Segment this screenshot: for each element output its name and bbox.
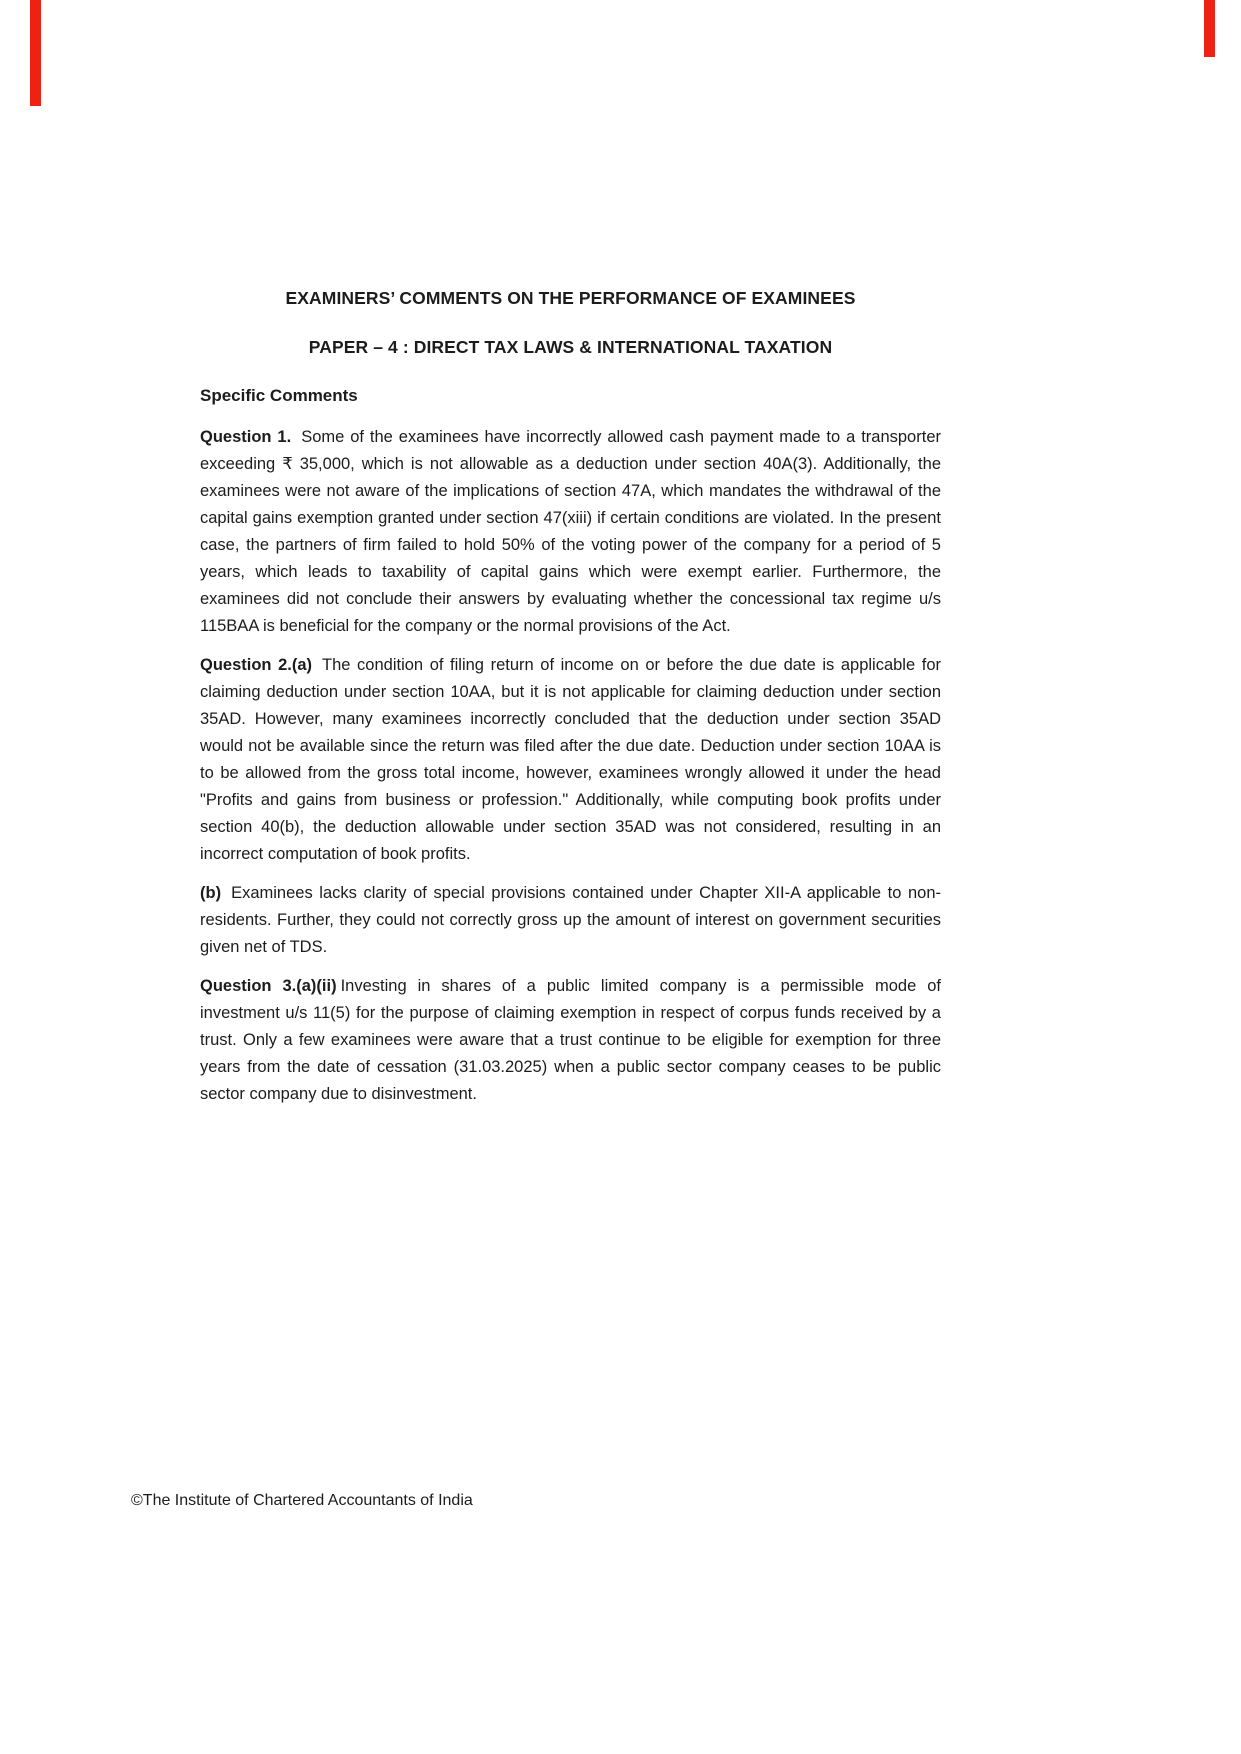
paragraph-lead: Question 1. — [200, 428, 292, 446]
paragraph-lead: Question 3.(a)(ii) — [200, 977, 337, 995]
paragraph-text: Investing in shares of a public limited company is a permissible mode of investment u/s 11(5) for the purpose of claiming exemption in respect of corpus funds received by a trust. Only a few examinees were aware that a trust continue to be eligible for exemption for three years from the date of cessation (31.03.2025) when a public sector company ceases to be public sector company due to disinvestment. — [200, 977, 942, 1103]
paragraph-question-2a — [200, 652, 941, 868]
paragraph-question-3aii — [200, 973, 941, 1108]
document-content — [200, 288, 941, 1120]
paragraph-lead: (b) — [200, 884, 222, 902]
paragraph-lead: Question 2.(a) — [200, 656, 313, 674]
right-edge-marker — [1204, 0, 1215, 57]
paragraph-question-1 — [200, 424, 941, 640]
paragraph-question-2b — [200, 880, 941, 961]
paper-subtitle: PAPER – 4 : DIRECT TAX LAWS & INTERNATIONAL TAXATION — [308, 337, 833, 357]
copyright-footer: ©The Institute of Chartered Accountants of India — [131, 1492, 473, 1509]
paragraph-text: Examinees lacks clarity of special provisions contained under Chapter XII-A applicable to non-residents. Further, they could not correctly gross up the amount of interest on government securities given net of TDS. — [200, 884, 941, 956]
paragraph-text: The condition of filing return of income on or before the due date is applicable for claiming deduction under section 10AA, but it is not applicable for claiming deduction under section 35AD. However, many examinees incorrectly concluded that the deduction under section 35AD would not be available since the return was filed after the due date. Deduction under section 10AA is to be allowed from the gross total income, however, examinees wrongly allowed it under the head "Profits and gains from business or profession." Additionally, while computing book profits under section 40(b), the deduction allowable under section 35AD was not considered, resulting in an incorrect computation of book profits. — [200, 656, 941, 863]
document-title: EXAMINERS’ COMMENTS ON THE PERFORMANCE OF EXAMINEES — [285, 288, 856, 308]
section-heading: Specific Comments — [200, 386, 358, 405]
paragraph-text: Some of the examinees have incorrectly allowed cash payment made to a transporter exceeding ₹ 35,000, which is not allowable as a deduction under section 40A(3). Additionally, the examinees were not aware of the implications of section 47A, which mandates the withdrawal of the capital gains exemption granted under section 47(xiii) if certain conditions are violated. In the present case, the partners of firm failed to hold 50% of the voting power of the company for a period of 5 years, which leads to taxability of capital gains which were exempt earlier. Furthermore, the examinees did not conclude their answers by evaluating whether the concessional tax regime u/s 115BAA is beneficial for the company or the normal provisions of the Act. — [200, 428, 941, 635]
left-edge-marker — [30, 0, 41, 106]
